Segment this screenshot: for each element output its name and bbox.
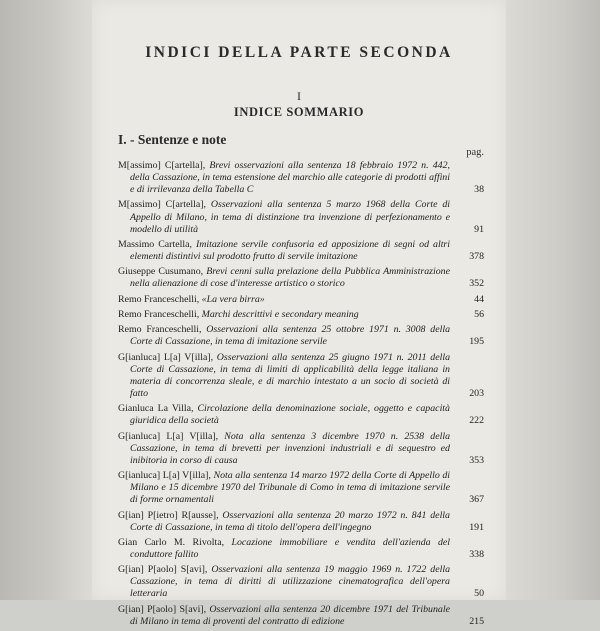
- index-entry: [118, 266, 484, 290]
- entry-title: Circolazione della denominazione sociale, oggetto e capacità giuridica della società: [130, 403, 450, 427]
- index-entry: [118, 470, 484, 506]
- index-entry: [118, 403, 484, 427]
- entry-page: 353: [469, 454, 484, 466]
- entry-author: Remo Franceschelli,: [118, 324, 202, 336]
- entry-title: Nota alla sentenza 14 marzo 1972 della Corte di Appello di Milano e 15 dicembre 1970 del Tribunale di Como in tema di imitazione servile di forme ornamentali: [130, 470, 451, 506]
- entry-title: Osservazioni alla sentenza 25 ottobre 1971 n. 3008 della Corte di Cassazione, in tema di imitazione servile: [130, 324, 451, 348]
- entry-title: Osservazioni alla sentenza 5 marzo 1968 della Corte di Appello di Milano, in tema di distinzione tra invenzione di perfezionamento e modello di utilità: [130, 199, 451, 235]
- entry-title: Brevi osservazioni alla sentenza 18 febbraio 1972 n. 442, della Cassazione, in tema estensione del marchio alle categorie di prodotti affini e di irrilevanza della Tabella C: [130, 160, 451, 196]
- index-entries: [118, 160, 484, 631]
- index-entry: [118, 510, 484, 534]
- entry-page: 91: [474, 223, 484, 235]
- entry-page: 195: [469, 336, 484, 348]
- book-left-edge: [0, 0, 92, 600]
- index-entry: [118, 604, 484, 628]
- entry-title: Marchi descrittivi e secondary meaning: [201, 308, 359, 320]
- entry-author: Massimo Cartella,: [118, 238, 192, 250]
- entry-title: Osservazioni alla sentenza 20 dicembre 1971 del Tribunale di Milano in tema di proventi del contratto di edizione: [130, 603, 450, 627]
- page-column-label: pag.: [466, 147, 484, 158]
- entry-page: 222: [469, 415, 484, 427]
- entry-page: 367: [469, 494, 484, 506]
- entry-page: 56: [474, 308, 484, 320]
- entry-page: 38: [474, 184, 484, 196]
- entry-title: Osservazioni alla sentenza 25 giugno 1971 n. 2011 della Corte di Cassazione, in tema di limiti di applicabilità della legge italiana in materia di concorrenza sleale, e di marchio intestato a un socio di società di fatto: [130, 351, 451, 399]
- index-entry: [118, 309, 484, 321]
- entry-author: Giuseppe Cusumano,: [118, 266, 204, 278]
- index-entry: [118, 199, 484, 235]
- entry-page: 352: [469, 278, 484, 290]
- entry-title: Imitazione servile confusoria ed apposizione di segni od altri elementi distintivi sul prodotto frutto di servile imitazione: [130, 238, 451, 263]
- entry-author: G[ianluca] L[a] V[illa],: [118, 430, 219, 442]
- entry-author: G[ian] P[aolo] S[avi],: [118, 603, 207, 615]
- index-entry: [118, 564, 484, 600]
- index-entry: [118, 431, 484, 467]
- entry-author: G[ian] P[aolo] S[avi],: [118, 564, 208, 576]
- entry-page: 44: [474, 293, 484, 305]
- entry-author: Gianluca La Villa,: [118, 403, 194, 415]
- section-heading: I. - Sentenze e note: [118, 132, 227, 147]
- entry-title: «La vera birra»: [201, 293, 265, 305]
- entry-page: 50: [474, 588, 484, 600]
- entry-author: G[ian] P[ietro] R[ausse],: [118, 509, 219, 521]
- entry-title: Osservazioni alla sentenza 19 maggio 1969 n. 1722 della Cassazione, in tema di diritti di utilizzazione cinematografica dell'opera letteraria: [130, 564, 451, 600]
- entry-author: G[ianluca] L[a] V[illa],: [118, 470, 211, 482]
- entry-author: Remo Franceschelli,: [118, 308, 200, 320]
- entry-title: Locazione immobiliare e vendita dell'azienda del conduttore fallito: [130, 536, 451, 560]
- index-entry: [118, 239, 484, 263]
- index-entry: [118, 294, 484, 306]
- index-subtitle: INDICE SOMMARIO: [233, 105, 365, 119]
- entry-page: 378: [469, 251, 484, 263]
- entry-title: Brevi cenni sulla prelazione della Pubblica Amministrazione nella alienazione di cose d'interesse artistico o storico: [130, 266, 450, 290]
- index-entry: [118, 537, 484, 561]
- entry-author: G[ianluca] L[a] V[illa],: [118, 351, 214, 363]
- page-title: INDICI DELLA PARTE SECONDA: [145, 44, 453, 61]
- entry-title: Nota alla sentenza 3 dicembre 1970 n. 2538 della Cassazione, in tema di brevetti per invenzioni industriali e di sequestro ed inibitoria in corso di causa: [130, 430, 451, 466]
- entry-page: 203: [469, 387, 484, 399]
- book-right-edge: [500, 0, 600, 600]
- entry-page: 338: [469, 548, 484, 560]
- index-number: I: [297, 89, 301, 103]
- entry-page: 215: [469, 615, 484, 627]
- entry-author: Remo Franceschelli,: [118, 293, 200, 305]
- entry-author: M[assimo] C[artella],: [118, 199, 206, 211]
- index-entry: [118, 160, 484, 196]
- entry-author: Gian Carlo M. Rivolta,: [118, 536, 225, 548]
- entry-author: M[assimo] C[artella],: [118, 160, 206, 171]
- entry-page: 191: [469, 521, 484, 533]
- index-entry: [118, 352, 484, 400]
- book-page: [92, 0, 506, 627]
- index-entry: [118, 324, 484, 348]
- entry-title: Osservazioni alla sentenza 20 marzo 1972 n. 841 della Corte di Cassazione, in tema di titolo dell'opera dell'ingegno: [130, 509, 450, 533]
